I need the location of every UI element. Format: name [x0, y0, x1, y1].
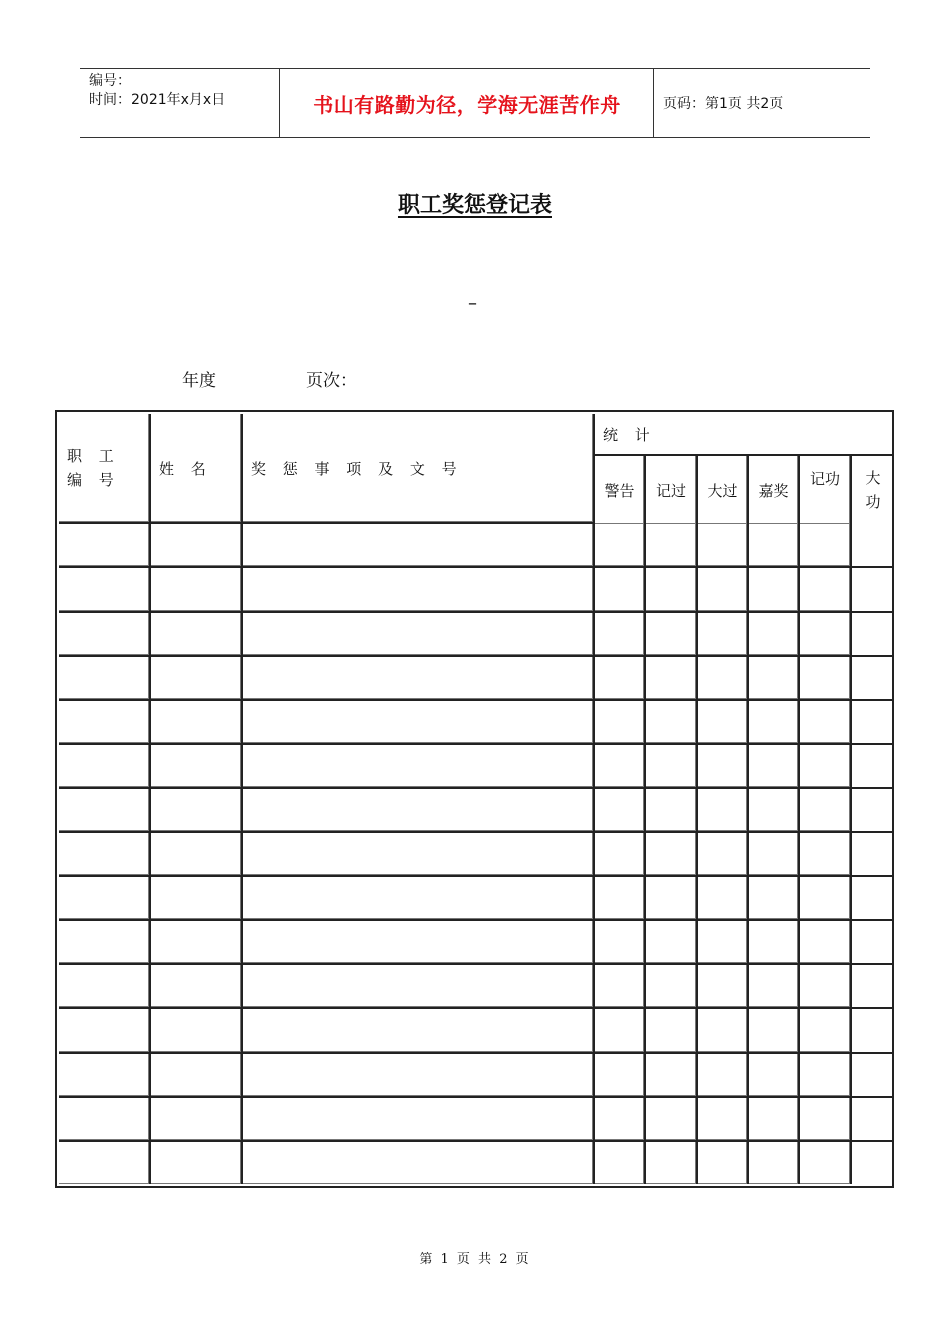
- table-cell[interactable]: [59, 701, 151, 745]
- table-cell[interactable]: [749, 1054, 800, 1098]
- table-cell[interactable]: [698, 921, 749, 965]
- table-cell[interactable]: [243, 877, 595, 921]
- table-cell[interactable]: [59, 568, 151, 612]
- header-merit: 记功: [800, 456, 852, 524]
- table-cell[interactable]: [243, 1009, 595, 1053]
- table-cell[interactable]: [59, 524, 151, 568]
- table-cell[interactable]: [646, 1142, 698, 1184]
- table-cell[interactable]: [243, 921, 595, 965]
- table-row: [59, 1142, 894, 1184]
- table-cell[interactable]: [243, 1142, 595, 1184]
- table-cell[interactable]: [852, 568, 894, 612]
- table-cell[interactable]: [59, 613, 151, 657]
- table-cell[interactable]: [595, 701, 646, 745]
- table-cell[interactable]: [749, 921, 800, 965]
- header-employee-no: 职 工 编 号: [59, 414, 151, 524]
- table-cell[interactable]: [59, 745, 151, 789]
- table-cell[interactable]: [646, 1098, 698, 1142]
- table-row: [59, 789, 894, 833]
- table-cell[interactable]: [595, 524, 646, 568]
- table-cell[interactable]: [595, 613, 646, 657]
- table-cell[interactable]: [151, 1098, 243, 1142]
- table-cell[interactable]: [749, 524, 800, 568]
- table-cell[interactable]: [59, 1054, 151, 1098]
- table-row: [59, 833, 894, 877]
- table-cell[interactable]: [59, 657, 151, 701]
- table-row: [59, 568, 894, 612]
- table-cell[interactable]: [595, 965, 646, 1009]
- table-cell[interactable]: [151, 833, 243, 877]
- table-cell[interactable]: [852, 833, 894, 877]
- header-meta: [80, 69, 280, 137]
- table-row: [59, 745, 894, 789]
- header-demerit: 记过: [646, 456, 698, 524]
- table-row: [59, 524, 894, 568]
- table-cell[interactable]: [800, 524, 852, 568]
- table-cell[interactable]: [800, 657, 852, 701]
- table-cell[interactable]: [59, 877, 151, 921]
- table-cell[interactable]: [698, 524, 749, 568]
- table-cell[interactable]: [749, 613, 800, 657]
- table-cell[interactable]: [800, 568, 852, 612]
- table-cell[interactable]: [698, 1009, 749, 1053]
- table-row: [59, 1054, 894, 1098]
- table-cell[interactable]: [151, 921, 243, 965]
- table-cell[interactable]: [646, 524, 698, 568]
- table-cell[interactable]: [800, 701, 852, 745]
- table-cell[interactable]: [595, 789, 646, 833]
- table-cell[interactable]: [800, 921, 852, 965]
- table-cell[interactable]: [151, 965, 243, 1009]
- table-cell[interactable]: [646, 613, 698, 657]
- header-stats: 统 计: [595, 414, 894, 456]
- table-cell[interactable]: [59, 1098, 151, 1142]
- table-cell[interactable]: [595, 745, 646, 789]
- header-major-demerit: 大过: [698, 456, 749, 524]
- table-cell[interactable]: [646, 701, 698, 745]
- table-cell[interactable]: [852, 789, 894, 833]
- table-cell[interactable]: [852, 745, 894, 789]
- table-cell[interactable]: [698, 1054, 749, 1098]
- table-cell[interactable]: [800, 745, 852, 789]
- table-cell[interactable]: [243, 524, 595, 568]
- table-cell[interactable]: [243, 568, 595, 612]
- table-row: [59, 921, 894, 965]
- serial-label: 编号：: [89, 73, 131, 89]
- table-cell[interactable]: [698, 701, 749, 745]
- table-cell[interactable]: [800, 965, 852, 1009]
- header-warning: 警告: [595, 456, 646, 524]
- table-cell[interactable]: [800, 789, 852, 833]
- table-cell[interactable]: [800, 1142, 852, 1184]
- table-cell[interactable]: [59, 1142, 151, 1184]
- table-cell[interactable]: [800, 1009, 852, 1053]
- table-cell[interactable]: [151, 1009, 243, 1053]
- table-cell[interactable]: [749, 789, 800, 833]
- table-cell[interactable]: [698, 1098, 749, 1142]
- table-cell[interactable]: [698, 965, 749, 1009]
- table-cell[interactable]: [852, 965, 894, 1009]
- header-name: 姓 名: [151, 414, 243, 524]
- table-cell[interactable]: [151, 789, 243, 833]
- table-cell[interactable]: [852, 613, 894, 657]
- table-cell[interactable]: [852, 1009, 894, 1053]
- table-cell[interactable]: [852, 921, 894, 965]
- table-cell[interactable]: [595, 1098, 646, 1142]
- table-cell[interactable]: [595, 921, 646, 965]
- table-cell[interactable]: [595, 1054, 646, 1098]
- table-cell[interactable]: [698, 613, 749, 657]
- table-cell[interactable]: [151, 877, 243, 921]
- table-cell[interactable]: [646, 965, 698, 1009]
- table-cell[interactable]: [698, 1142, 749, 1184]
- table-cell[interactable]: [151, 613, 243, 657]
- table-cell[interactable]: [646, 877, 698, 921]
- year-label: 年度: [182, 371, 216, 391]
- table-cell[interactable]: [698, 789, 749, 833]
- table-row: [59, 701, 894, 745]
- table-cell[interactable]: [595, 1142, 646, 1184]
- time-label: 时间：2021年x月x日: [89, 92, 226, 108]
- table-cell[interactable]: [698, 568, 749, 612]
- table-cell[interactable]: [151, 701, 243, 745]
- table-cell[interactable]: [749, 1009, 800, 1053]
- header-major-merit: 大 功: [865, 469, 881, 512]
- table-cell[interactable]: [59, 789, 151, 833]
- table-cell[interactable]: [646, 568, 698, 612]
- table-cell[interactable]: [749, 701, 800, 745]
- table-cell[interactable]: [595, 1009, 646, 1053]
- page-footer: 第 1 页 共 2 页: [419, 1252, 531, 1267]
- table-cell[interactable]: [749, 1098, 800, 1142]
- table-cell[interactable]: [151, 1054, 243, 1098]
- table-cell[interactable]: [646, 789, 698, 833]
- table-cell[interactable]: [243, 701, 595, 745]
- table-cell[interactable]: [800, 613, 852, 657]
- table-cell[interactable]: [59, 921, 151, 965]
- document-title: [0, 188, 950, 219]
- table-cell[interactable]: [800, 1054, 852, 1098]
- table-cell[interactable]: [852, 524, 894, 568]
- header-items: 奖 惩 事 项 及 文 号: [243, 414, 595, 524]
- table-cell[interactable]: [595, 877, 646, 921]
- table-cell[interactable]: [59, 1009, 151, 1053]
- table-cell[interactable]: [749, 833, 800, 877]
- table-cell[interactable]: [698, 833, 749, 877]
- table-cell[interactable]: [59, 833, 151, 877]
- table-cell[interactable]: [749, 965, 800, 1009]
- table-cell[interactable]: [852, 1142, 894, 1184]
- table-cell[interactable]: [698, 877, 749, 921]
- table-row: [59, 965, 894, 1009]
- table-cell[interactable]: [749, 568, 800, 612]
- document-header: [80, 68, 870, 138]
- header-page-info: 页码：第1页 共2页: [663, 96, 784, 112]
- table-cell[interactable]: [595, 568, 646, 612]
- table-row: [59, 1009, 894, 1053]
- table-cell[interactable]: [698, 657, 749, 701]
- table-cell[interactable]: [151, 524, 243, 568]
- table-cell[interactable]: [800, 833, 852, 877]
- table-cell[interactable]: [852, 877, 894, 921]
- table-cell[interactable]: [243, 1054, 595, 1098]
- table-cell[interactable]: [800, 877, 852, 921]
- table-cell[interactable]: [151, 745, 243, 789]
- table-cell[interactable]: [646, 1054, 698, 1098]
- page-number-label: 页次：: [306, 371, 357, 391]
- table-cell[interactable]: [646, 1009, 698, 1053]
- table-cell[interactable]: [646, 657, 698, 701]
- table-cell[interactable]: [243, 657, 595, 701]
- header-commendation: 嘉奖: [749, 456, 800, 524]
- header-motto: 书山有路勤为径，学海无涯苦作舟: [281, 69, 654, 137]
- table-cell[interactable]: [646, 833, 698, 877]
- table-cell[interactable]: [800, 1098, 852, 1142]
- table-cell[interactable]: [151, 657, 243, 701]
- table-cell[interactable]: [852, 1054, 894, 1098]
- table-cell[interactable]: [749, 657, 800, 701]
- title-text: 职工奖惩登记表: [397, 193, 552, 218]
- table-cell[interactable]: [151, 1142, 243, 1184]
- table-cell[interactable]: [852, 1098, 894, 1142]
- table-cell[interactable]: [595, 657, 646, 701]
- table-cell[interactable]: [852, 701, 894, 745]
- table-cell[interactable]: [59, 965, 151, 1009]
- table-cell[interactable]: [749, 745, 800, 789]
- table-cell[interactable]: [243, 613, 595, 657]
- table-cell[interactable]: [243, 745, 595, 789]
- table-row: [59, 877, 894, 921]
- table-cell[interactable]: [749, 1142, 800, 1184]
- table-cell[interactable]: [852, 657, 894, 701]
- table-row: [59, 1098, 894, 1142]
- table-cell[interactable]: [243, 789, 595, 833]
- table-cell[interactable]: [698, 745, 749, 789]
- reward-punishment-table: [55, 410, 894, 1188]
- register-table: [59, 414, 894, 1184]
- table-cell[interactable]: [749, 877, 800, 921]
- title-dash: –: [468, 293, 477, 314]
- table-cell[interactable]: [243, 833, 595, 877]
- table-cell[interactable]: [646, 921, 698, 965]
- table-row: [59, 657, 894, 701]
- table-cell[interactable]: [595, 833, 646, 877]
- table-cell[interactable]: [243, 1098, 595, 1142]
- table-row: [59, 613, 894, 657]
- table-cell[interactable]: [151, 568, 243, 612]
- table-cell[interactable]: [243, 965, 595, 1009]
- table-cell[interactable]: [646, 745, 698, 789]
